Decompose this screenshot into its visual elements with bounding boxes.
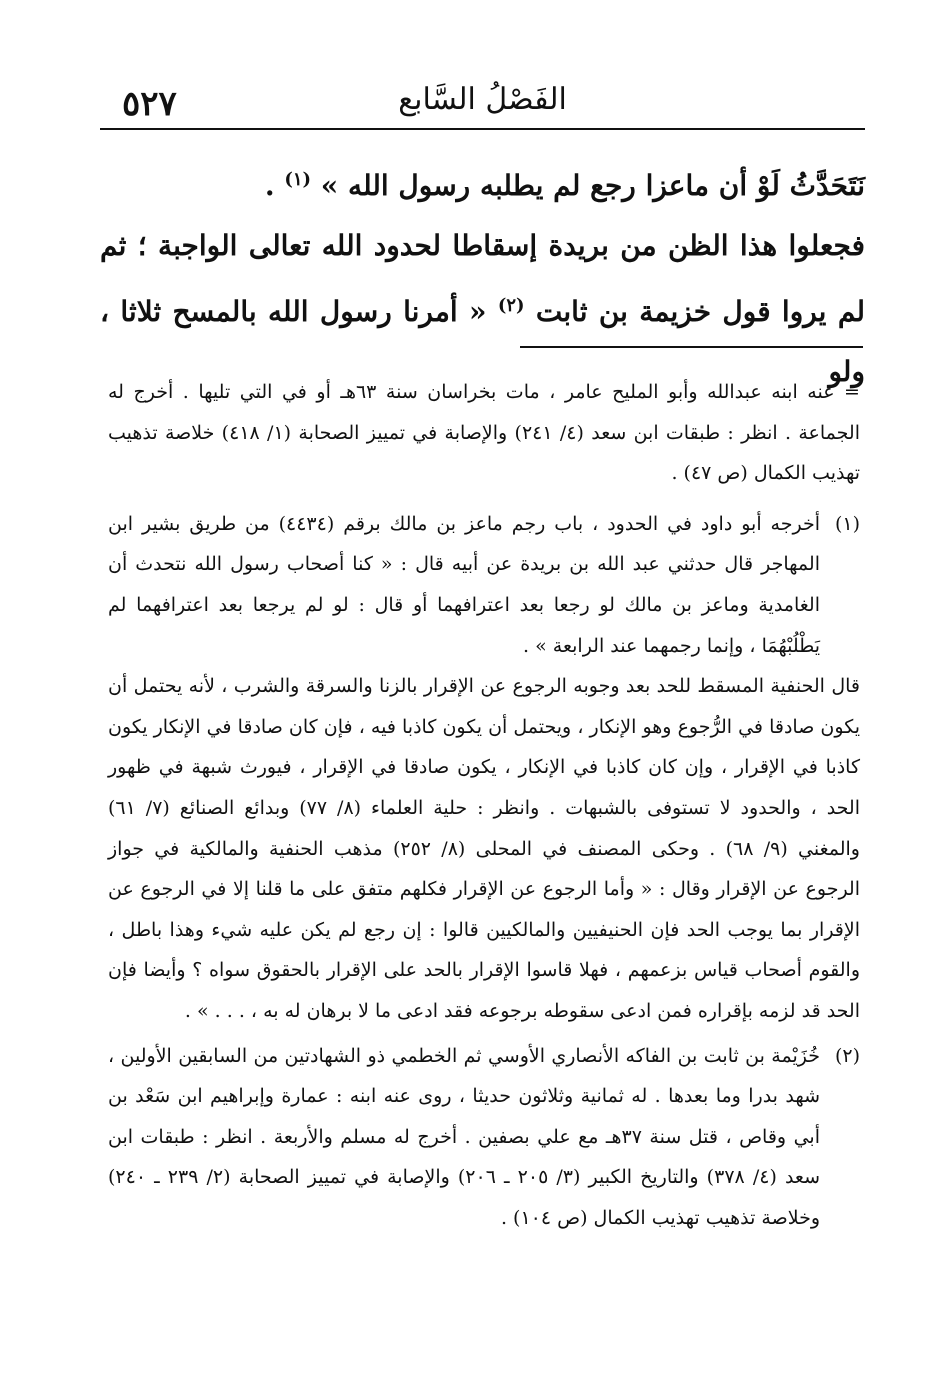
main-text-segment: فجعلوا هذا الظن من بريدة إسقاطا لحدود الله تعالى الواجبة ؛ ثم لم يروا قول خزيمة بن ثابت <box>100 229 866 328</box>
footnote-text: أخرجه أبو داود في الحدود ، باب رجم ماعز بن مالك برقم (٤٤٣٤) من طريق بشير ابن المهاجر قال حدثني عبد الله بن بريدة عن أبيه قال : « كنا أصحاب رسول الله نتحدث أن الغامدية وماعز بن مالك لو رجعا بعد اعترافهما أو قال : لو لم يرجعا بعد اعترافهما لم يَطْلُبْهُمَا ، وإنما رجمهما عند الرابعة » . <box>108 512 820 657</box>
footnote-1 <box>108 504 860 666</box>
chapter-title: الفَصْلُ السَّابع <box>398 82 567 117</box>
footnote-number: (٢) <box>834 1044 860 1067</box>
footnote-continuation: = عنه ابنه عبدالله وأبو المليح عامر ، مات بخراسان سنة ٦٣هـ أو في التي تليها . أخرج له الجماعة . انظر : طبقات ابن سعد (٤/ ٢٤١) والإصابة في تمييز الصحابة (١/ ٤١٨) خلاصة تذهيب تهذيب الكمال (ص ٤٧) . <box>108 381 860 485</box>
main-text-line-1 <box>100 150 865 216</box>
footnote-2 <box>108 1036 860 1239</box>
footnote-ref-2: (٢) <box>497 295 525 316</box>
footnote-ref-1: (١) <box>284 169 312 190</box>
footnote-1-commentary: قال الحنفية المسقط للحد بعد وجوبه الرجوع عن الإقرار بالزنا والسرقة والشرب ، لأنه يحتمل أن يكون صادقا في الرُّجوع وهو الإنكار ، ويحتمل أن يكون كاذبا فيه ، فإن كان صادقا في الإنكار يكون كاذبا في الإقرار ، وإن كان كاذبا في الإنكار ، يكون صادقا في الإقرار ، فيورث شبهة في ظهور الحد ، والحدود لا تستوفى بالشبهات . وانظر : حلية العلماء (٨/ ٧٧) وبدائع الصنائع (٧/ ٦١) والمغني (٩/ ٦٨) . وحكى المصنف في المحلى (٨/ ٢٥٢) مذهب الحنفية والمالكية في جواز الرجوع عن الإقرار وقال : « وأما الرجوع عن الإقرار فكلهم متفق على ما قلنا إلا في الرجوع عن الإقرار بما يوجب الحد فإن الحنيفيين والمالكيين قالوا : إن رجع لم يكن عليه شيء وهذا باطل ، والقوم أصحاب قياس بزعمهم ، فهلا قاسوا الإقرار بالحد على الإقرار بالحقوق سواه ؟ وأيضا فإن الحد قد لزمه بإقراره فمن ادعى سقوطه برجوعه فقد ادعى ما لا برهان له به ، . . . » . <box>108 675 860 1022</box>
footnote-separator <box>520 346 863 348</box>
main-text-segment: « أمرنا رسول الله بالمسح ثلاثا ، ولو <box>100 295 865 388</box>
footnote-text: خُزَيْمة بن ثابت بن الفاكه الأنصاري الأوسي ثم الخطمي ذو الشهادتين من السابقين الأولين ، شهد بدرا وما بعدها . له ثمانية وثلاثون حديثا ، روى عنه ابنه : عمارة وإبراهيم ابن سَعْد بن أبي وقاص ، قتل سنة ٣٧هـ مع علي بصفين . أخرج له مسلم والأربعة . انظر : طبقات ابن سعد (٤/ ٣٧٨) والتاريخ الكبير (٣/ ٢٠٥ ـ ٢٠٦) والإصابة في تمييز الصحابة (٢/ ٢٣٩ ـ ٢٤٠) وخلاصة تذهيب تهذيب الكمال (ص ١٠٤) . <box>108 1044 821 1229</box>
page-header <box>100 82 865 130</box>
footnotes <box>108 372 860 1238</box>
main-text <box>100 150 865 402</box>
page-number: ٥٢٧ <box>122 84 177 124</box>
footnote-number: (١) <box>834 512 860 535</box>
main-text-segment: نَتَحَدَّثُ لَوْ أن ماعزا رجع لم يطلبه رسول الله » <box>311 169 865 202</box>
main-text-segment: . <box>264 169 285 202</box>
